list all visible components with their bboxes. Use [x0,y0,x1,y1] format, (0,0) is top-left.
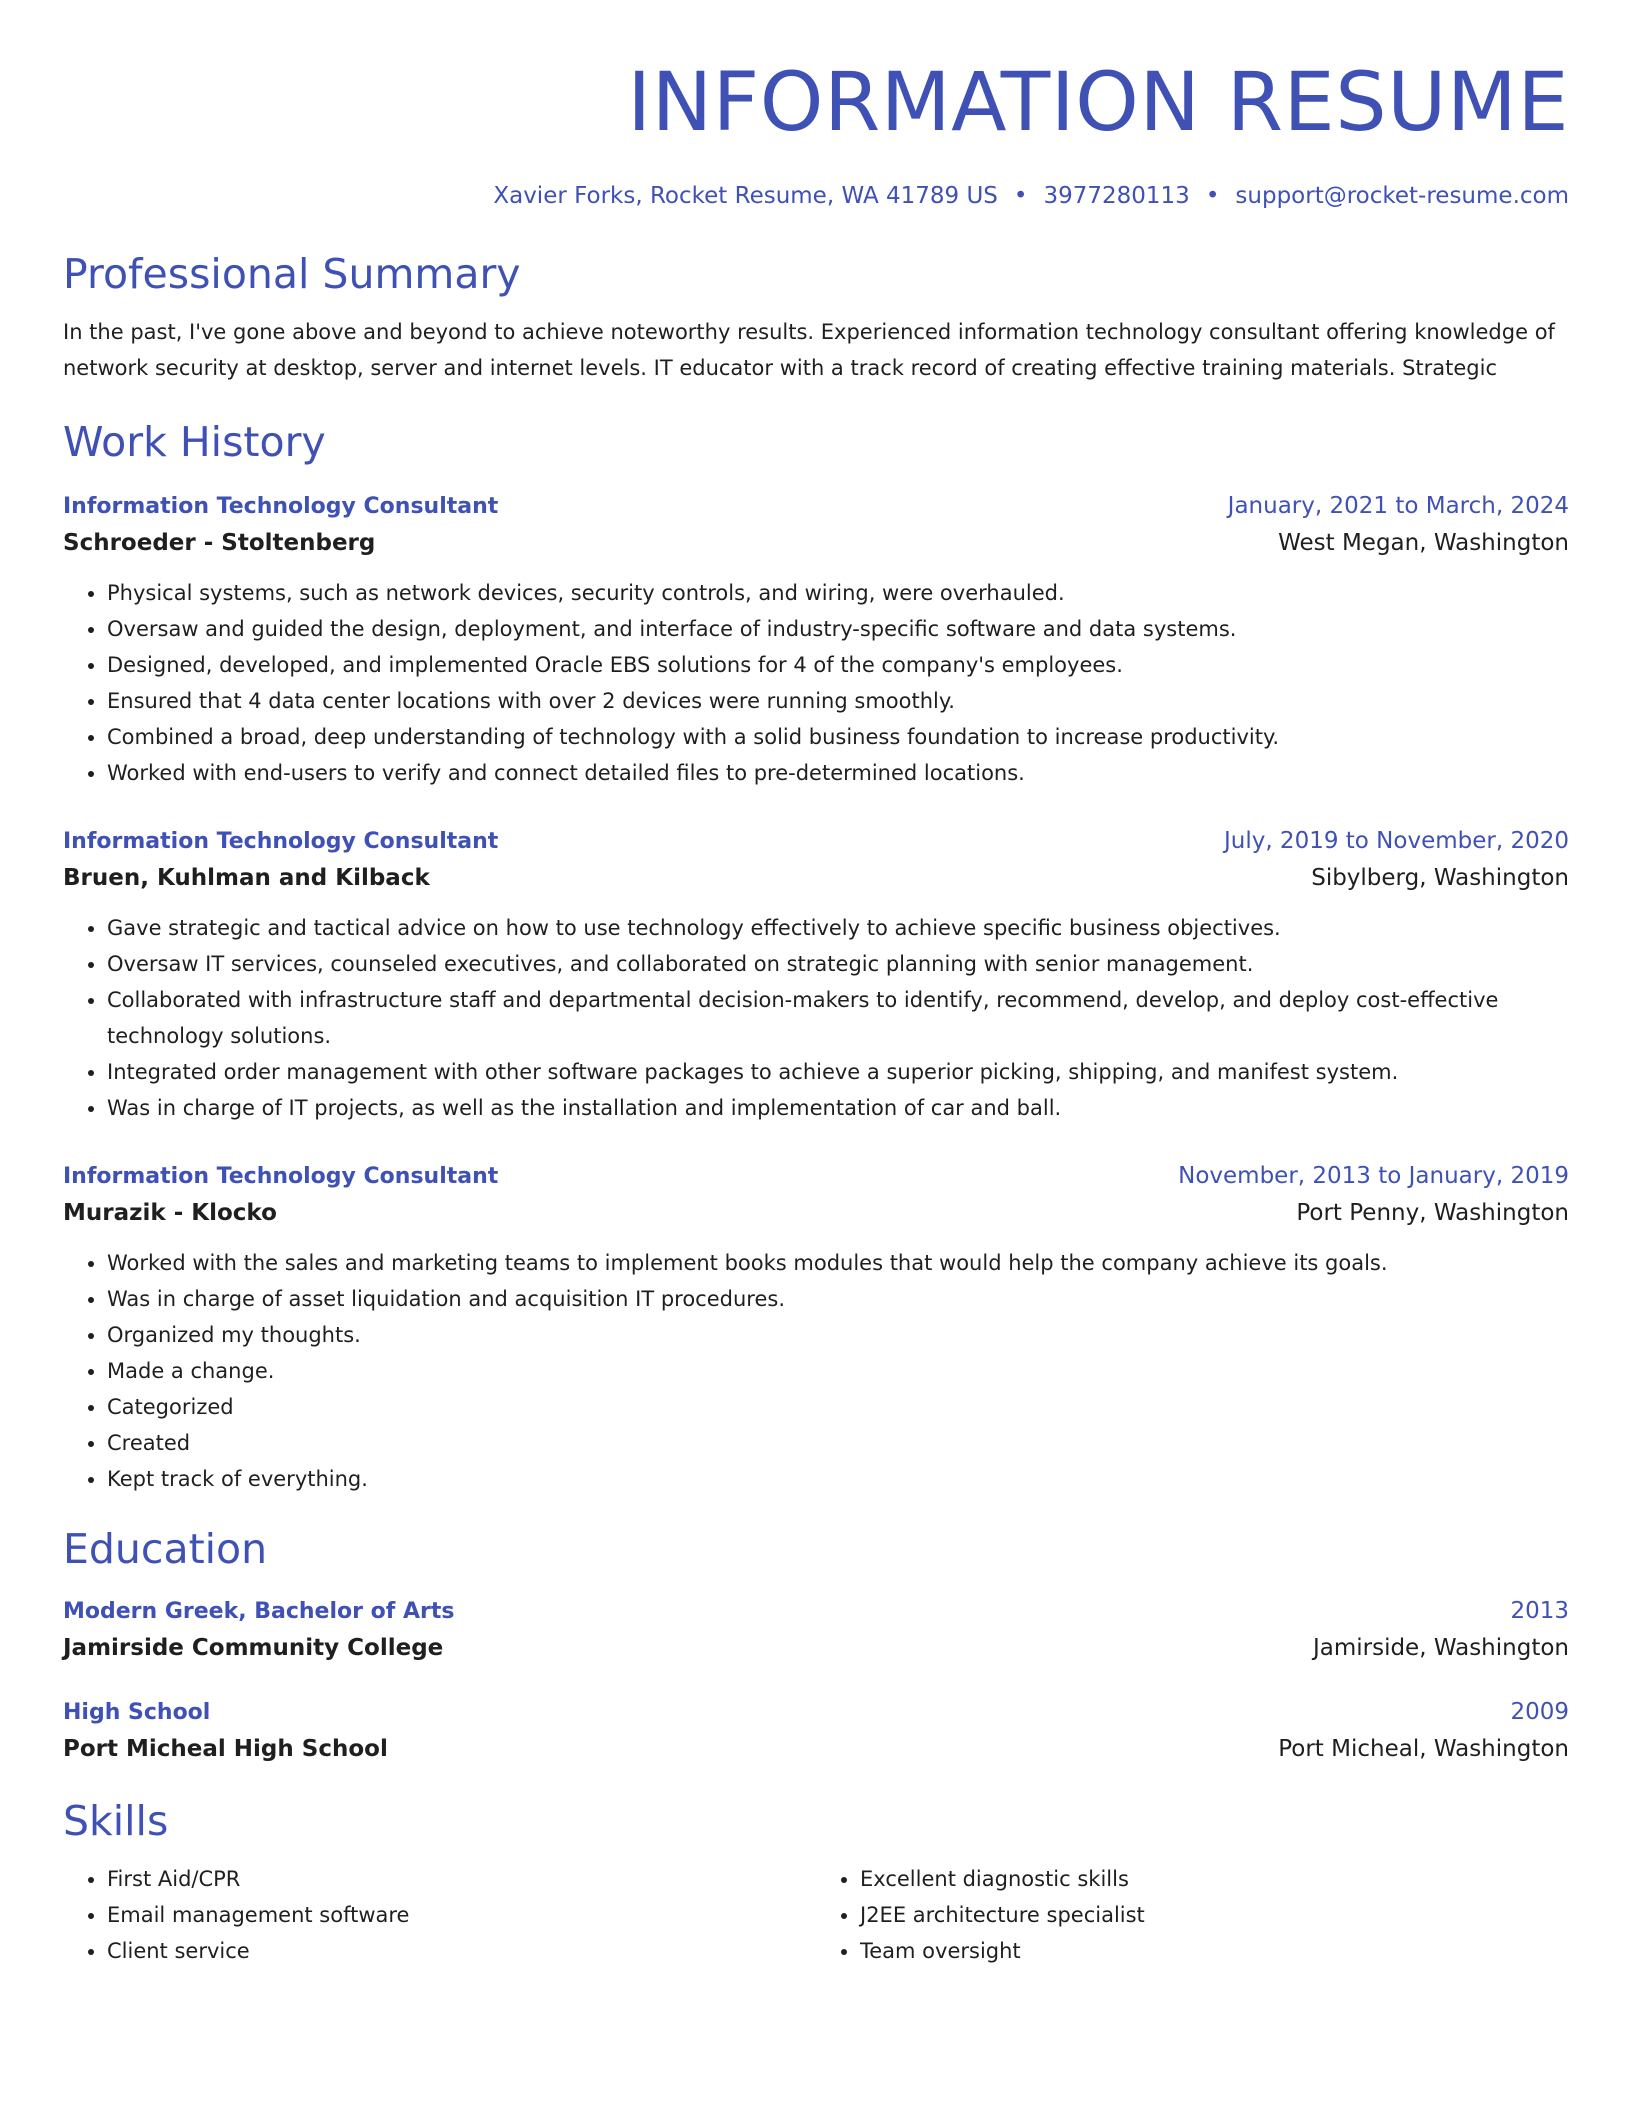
list-item: • Combined a broad, deep understanding of technology with a solid business foundation to increase productivity. [107,719,1569,755]
education-year: 2013 [1510,1598,1569,1624]
contact-address: Xavier Forks, Rocket Resume, WA 41789 US [493,183,998,209]
job-location: West Megan, Washington [1278,530,1569,556]
summary-heading: Professional Summary [63,250,521,298]
list-item: • Was in charge of asset liquidation and acquisition IT procedures. [107,1281,1569,1317]
list-item: • Team oversight [860,1933,1569,1969]
list-item: • Physical systems, such as network devices, security controls, and wiring, were overhauled. [107,575,1569,611]
contact-line [63,180,1569,212]
education-entry [63,1696,1569,1769]
education-heading: Education [63,1525,268,1573]
list-item: • Integrated order management with other software packages to achieve a superior picking, shipping, and manifest system. [107,1054,1569,1090]
list-item: • Kept track of everything. [107,1461,1569,1497]
resume-header [63,0,1569,212]
contact-phone: 3977280113 [1043,183,1190,209]
list-item: • Made a change. [107,1353,1569,1389]
contact-separator: • [1013,183,1028,209]
job-role: Information Technology Consultant [63,829,499,854]
list-item: • Ensured that 4 data center locations with over 2 devices were running smoothly. [107,683,1569,719]
job-entry [63,825,1569,1126]
list-item: • Collaborated with infrastructure staff and departmental decision-makers to identify, recommend, develop, and deploy cost-effective technology solutions. [107,982,1569,1054]
education-year: 2009 [1510,1699,1569,1725]
education-section [63,1523,1569,1769]
job-dates: November, 2013 to January, 2019 [1178,1163,1569,1189]
list-item: • First Aid/CPR [107,1861,816,1897]
work-history-heading: Work History [63,418,326,466]
skills-grid [63,1861,1569,1969]
list-item: • Oversaw IT services, counseled executives, and collaborated on strategic planning with senior management. [107,946,1569,982]
job-location: Port Penny, Washington [1296,1200,1569,1226]
job-dates: January, 2021 to March, 2024 [1227,493,1569,519]
list-item: • Gave strategic and tactical advice on how to use technology effectively to achieve specific business objectives. [107,910,1569,946]
list-item: • Designed, developed, and implemented Oracle EBS solutions for 4 of the company's employees. [107,647,1569,683]
list-item: • Excellent diagnostic skills [860,1861,1569,1897]
job-bullet-list [63,910,1569,1126]
list-item: • Was in charge of IT projects, as well as the installation and implementation of car and ball. [107,1090,1569,1126]
list-item: • Client service [107,1933,816,1969]
education-location: Jamirside, Washington [1312,1635,1569,1661]
job-bullet-list [63,575,1569,791]
job-company: Murazik - Klocko [63,1200,277,1226]
summary-section [63,248,1569,386]
summary-text: In the past, I've gone above and beyond to achieve noteworthy results. Experienced information technology consultant offering knowledge of network security at desktop, server and internet levels. IT educator with a track record of creating effective training materials. Strategic [63,320,1555,380]
skills-heading: Skills [63,1797,169,1845]
education-degree: Modern Greek, Bachelor of Arts [63,1599,455,1624]
education-entry [63,1595,1569,1668]
contact-separator: • [1205,183,1220,209]
education-location: Port Micheal, Washington [1278,1736,1569,1762]
list-item: • J2EE architecture specialist [860,1897,1569,1933]
job-dates: July, 2019 to November, 2020 [1223,828,1569,854]
skills-list-left [63,1861,816,1969]
list-item: • Organized my thoughts. [107,1317,1569,1353]
skills-list-right [816,1861,1569,1969]
job-company: Bruen, Kuhlman and Kilback [63,865,430,891]
list-item: • Oversaw and guided the design, deployment, and interface of industry-specific software and data systems. [107,611,1569,647]
list-item: • Created [107,1425,1569,1461]
education-school: Port Micheal High School [63,1736,388,1762]
education-degree: High School [63,1700,211,1725]
job-role: Information Technology Consultant [63,494,499,519]
education-school: Jamirside Community College [63,1635,444,1661]
list-item: • Email management software [107,1897,816,1933]
contact-email: support@rocket-resume.com [1235,183,1569,209]
job-role: Information Technology Consultant [63,1164,499,1189]
skills-section [63,1795,1569,1969]
job-bullet-list [63,1245,1569,1497]
work-history-section [63,416,1569,1497]
list-item: • Categorized [107,1389,1569,1425]
job-entry [63,490,1569,791]
resume-title: INFORMATION RESUME [627,56,1569,150]
job-entry [63,1160,1569,1497]
job-location: Sibylberg, Washington [1311,865,1569,891]
job-company: Schroeder - Stoltenberg [63,530,376,556]
list-item: • Worked with end-users to verify and connect detailed files to pre-determined locations. [107,755,1569,791]
list-item: • Worked with the sales and marketing teams to implement books modules that would help the company achieve its goals. [107,1245,1569,1281]
